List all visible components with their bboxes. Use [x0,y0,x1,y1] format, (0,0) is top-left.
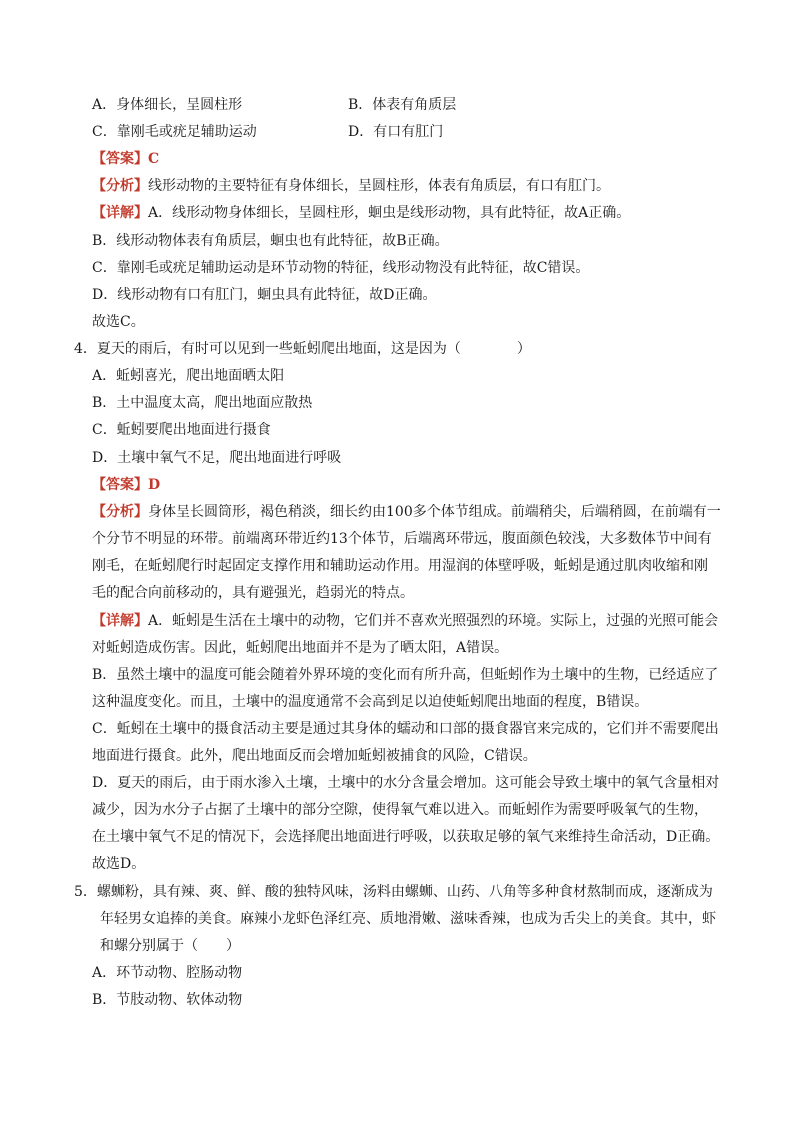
q5-stem-line: 5．螺蛳粉，具有辣、爽、鲜、酸的独特风味，汤料由螺蛳、山药、八角等多种食材熬制而成，逐渐成为 [74,884,713,900]
q4-analysis [92,502,721,522]
q4-option-b: B．土中温度太高，爬出地面应散热 [92,395,313,411]
detail-tag: 【详解】 [92,613,148,629]
analysis-tag: 【分析】 [92,504,148,520]
analysis-text: 线形动物的主要特征有身体细长，呈圆柱形，体表有角质层，有口有肛门。 [148,178,610,194]
q4-answer [92,475,160,495]
q4-analysis-line: 毛的配合向前移动的，具有避强光，趋弱光的特点。 [92,585,414,601]
q4-detail-line: 这种温度变化。而且，土壤中的温度通常不会高到足以迫使蚯蚓爬出地面的程度，B错误。 [92,694,649,710]
q3-option-a: A．身体细长，呈圆柱形 [92,97,243,113]
q4-option-c: C．蚯蚓要爬出地面进行摄食 [92,422,271,438]
q4-detail-line: 对蚯蚓造成伤害。因此，蚯蚓爬出地面并不是为了晒太阳，A错误。 [92,640,509,656]
detail-text: A．蚯蚓是生活在土壤中的动物，它们并不喜欢光照强烈的环境。实际上，过强的光照可能会 [148,613,719,629]
answer-value: D [148,477,161,493]
detail-text: A．线形动物身体细长，呈圆柱形，蛔虫是线形动物，具有此特征，故A正确。 [148,205,631,221]
q5-option-b: B．节肢动物、软体动物 [92,992,243,1008]
q4-analysis-line: 个分节不明显的环带。前端离环带近约13个体节，后端离环带远，腹面颜色较浅，大多数体节中间有 [92,531,712,547]
q5-option-a: A．环节动物、腔肠动物 [92,965,243,981]
q3-detail-line [92,203,630,223]
q4-option-a: A．蚯蚓喜光，爬出地面晒太阳 [92,368,285,384]
q4-analysis-line: 刚毛，在蚯蚓爬行时起固定支撑作用和辅助运动作用。用湿润的体壁呼吸，蚯蚓是通过肌肉收缩和刚 [92,558,708,574]
q4-detail-line: 减少，因为水分子占据了土壤中的部分空隙，使得氧气难以进入。而蚯蚓作为需要呼吸氧气的生物， [92,802,708,818]
q3-answer [92,149,159,169]
q4-detail-line: B．虽然土壤中的温度可能会随着外界环境的变化而有所升高，但蚯蚓作为土壤中的生物，已经适应了 [92,667,719,683]
answer-value: C [148,151,160,167]
q4-conclusion: 故选D。 [92,856,146,872]
q3-option-c: C．靠刚毛或疣足辅助运动 [92,124,257,140]
answer-tag: 【答案】 [92,151,148,167]
q3-conclusion: 故选C。 [92,314,145,330]
q3-detail-line: D．线形动物有口有肛门，蛔虫具有此特征，故D正确。 [92,287,437,303]
answer-tag: 【答案】 [92,477,148,493]
q4-detail-line [92,611,718,631]
q4-detail-line: 在土壤中氧气不足的情况下，会选择爬出地面进行呼吸，以获取足够的氧气来维持生命活动，D正确。 [92,829,720,845]
q5-stem-line: 年轻男女追捧的美食。麻辣小龙虾色泽红亮、质地滑嫩、滋味香辣，也成为舌尖上的美食。其中，虾 [100,911,716,927]
q3-option-d: D．有口有肛门 [348,124,444,140]
detail-tag: 【详解】 [92,205,148,221]
q5-stem-line: 和螺分别属于（ ） [100,938,240,954]
q4-detail-line: C．蚯蚓在土壤中的摄食活动主要是通过其身体的蠕动和口部的摄食器官来完成的，它们并不需要爬出 [92,721,719,737]
q4-option-d: D．土壤中氧气不足，爬出地面进行呼吸 [92,450,342,466]
analysis-text: 身体呈长圆筒形，褐色稍淡，细长约由100多个体节组成。前端稍尖，后端稍圆，在前端有一 [148,504,721,520]
q3-detail-line: C．靠刚毛或疣足辅助运动是环节动物的特征，线形动物没有此特征，故C错误。 [92,260,590,276]
q4-stem: 4．夏天的雨后，有时可以见到一些蚯蚓爬出地面，这是因为（ ） [74,341,531,357]
analysis-tag: 【分析】 [92,178,148,194]
q4-detail-line: D．夏天的雨后，由于雨水渗入土壤，土壤中的水分含量会增加。这可能会导致土壤中的氧气含量相对 [92,775,720,791]
q3-analysis [92,176,610,196]
q4-detail-line: 地面进行摄食。此外，爬出地面反而会增加蚯蚓被捕食的风险，C错误。 [92,748,537,764]
q3-detail-line: B．线形动物体表有角质层，蛔虫也有此特征，故B正确。 [92,233,449,249]
q3-option-b: B．体表有角质层 [348,97,457,113]
